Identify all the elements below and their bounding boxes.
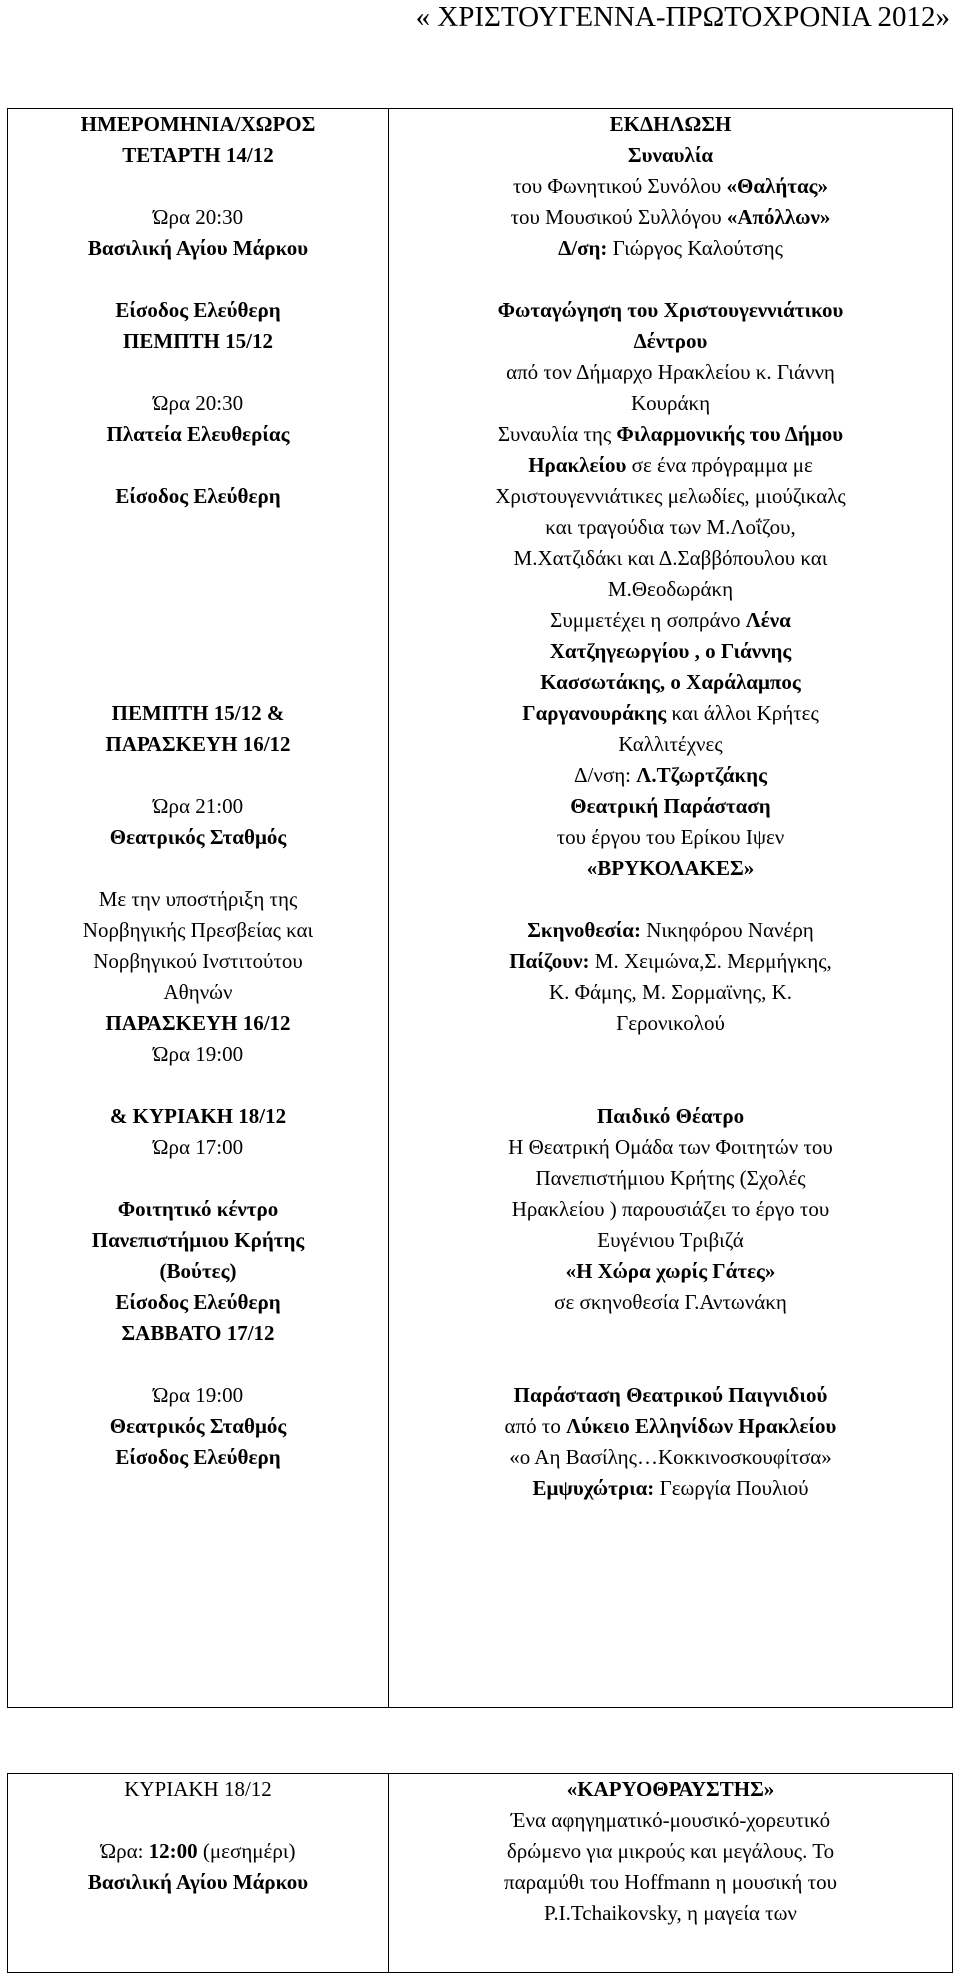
event-text: Κ. Φάμης, Μ. Σορμαϊνης, Κ.: [548, 980, 793, 1004]
event-support: Νορβηγικής Πρεσβείας και: [82, 918, 314, 942]
event-text: Καλλιτέχνες: [618, 732, 723, 756]
event-text: Γερονικολού: [616, 1011, 725, 1035]
event-text: Γαργανουράκης και άλλοι Κρήτες: [522, 701, 819, 725]
event-title: «Η Χώρα χωρίς Γάτες»: [565, 1259, 776, 1283]
event-text: Χριστουγεννιάτικες μελωδίες, μιούζικαλς: [495, 484, 846, 508]
page-title: « ΧΡΙΣΤΟΥΓΕΝΝΑ-ΠΡΩΤΟΧΡΟΝΙΑ 2012»: [415, 1, 950, 33]
event-day: ΠΑΡΑΣΚΕΥΗ 16/12: [105, 1011, 291, 1035]
event-description-cell: [389, 1774, 953, 1973]
event-place: Θεατρικός Σταθμός: [109, 825, 287, 849]
event-time: Ώρα 19:00: [152, 1042, 244, 1066]
event-text: Εμψυχώτρια: Γεωργία Πουλιού: [532, 1476, 809, 1500]
event-title: «ΚΑΡΥΟΘΡΑΥΣΤΗΣ»: [566, 1777, 775, 1801]
event-text: παραμύθι του Hoffmann η μουσική του: [504, 1870, 837, 1894]
event-day: ΠΑΡΑΣΚΕΥΗ 16/12: [105, 732, 291, 756]
event-text: Ευγένιου Τριβιζά: [597, 1228, 744, 1252]
event-entry: Είσοδος Ελεύθερη: [115, 1290, 281, 1314]
event-text: Ηρακλείου ) παρουσιάζει το έργο του: [511, 1197, 830, 1221]
date-place-cell: [8, 109, 389, 1708]
event-text: Η Θεατρική Ομάδα των Φοιτητών του: [508, 1135, 833, 1159]
event-place: Βασιλική Αγίου Μάρκου: [87, 236, 309, 260]
event-text: Ένα αφηγηματικό-μουσικό-χορευτικό: [510, 1808, 831, 1832]
event-support: Νορβηγικού Ινστιτούτου: [93, 949, 303, 973]
event-time: Ώρα 20:30: [152, 391, 244, 415]
event-entry: Είσοδος Ελεύθερη: [115, 484, 281, 508]
event-text: του έργου του Ερίκου Ιψεν: [556, 825, 785, 849]
event-support: Με την υποστήριξη της: [98, 887, 298, 911]
date-place-cell: [8, 1774, 389, 1973]
event-text: Μ.Χατζιδάκι και Δ.Σαββόπουλου και: [513, 546, 828, 570]
event-text: P.I.Tchaikovsky, η μαγεία των: [544, 1901, 797, 1925]
table-row: [8, 1774, 953, 1973]
event-text: από τον Δήμαρχο Ηρακλείου κ. Γιάννη: [506, 360, 835, 384]
event-day: ΤΕΤΑΡΤΗ 14/12: [122, 143, 274, 167]
event-text: του Μουσικού Συλλόγου «Απόλλων»: [510, 205, 831, 229]
event-day: ΣΑΒΒΑΤΟ 17/12: [121, 1321, 275, 1345]
event-text: από το Λύκειο Ελληνίδων Ηρακλείου: [504, 1414, 837, 1438]
event-text: «ο Αη Βασίλης…Κοκκινοσκουφίτσα»: [509, 1445, 832, 1469]
event-time: Ώρα 20:30: [152, 205, 244, 229]
event-place: (Βούτες): [159, 1259, 237, 1283]
event-text: Σκηνοθεσία: Νικηφόρου Νανέρη: [527, 918, 814, 942]
event-text: Χατζηγεωργίου , ο Γιάννης: [549, 639, 792, 663]
table-row: [8, 109, 953, 1708]
event-text: και τραγούδια των Μ.Λοΐζου,: [545, 515, 796, 539]
event-title: Παράσταση Θεατρικού Παιγνιδιού: [513, 1383, 828, 1407]
event-entry: Είσοδος Ελεύθερη: [115, 298, 281, 322]
event-place: Φοιτητικό κέντρο: [117, 1197, 279, 1221]
event-text: δρώμενο για μικρούς και μεγάλους. Το: [506, 1839, 835, 1863]
event-text: σε σκηνοθεσία Γ.Αντωνάκη: [554, 1290, 787, 1314]
event-text: Κασσωτάκης, ο Χαράλαμπος: [540, 670, 801, 694]
schedule-table: [7, 108, 953, 1708]
event-place: Βασιλική Αγίου Μάρκου: [87, 1870, 309, 1894]
event-title: «ΒΡΥΚΟΛΑΚΕΣ»: [586, 856, 755, 880]
event-text: του Φωνητικού Συνόλου «Θαλήτας»: [512, 174, 829, 198]
event-time: Ώρα: 12:00 (μεσημέρι): [100, 1839, 296, 1863]
event-place: Πλατεία Ελευθερίας: [106, 422, 290, 446]
event-text: Συναυλία της Φιλαρμονικής του Δήμου: [497, 422, 844, 446]
event-place: Πανεπιστήμιου Κρήτης: [91, 1228, 305, 1252]
event-day: & ΚΥΡΙΑΚΗ 18/12: [109, 1104, 287, 1128]
event-day: ΠΕΜΠΤΗ 15/12: [123, 329, 273, 353]
event-day: ΚΥΡΙΑΚΗ 18/12: [124, 1777, 272, 1801]
event-title: Δέντρου: [633, 329, 708, 353]
event-support: Αθηνών: [163, 980, 233, 1004]
event-title: Θεατρική Παράσταση: [570, 794, 771, 818]
event-text: Μ.Θεοδωράκη: [607, 577, 734, 601]
event-day: ΠΕΜΠΤΗ 15/12 &: [111, 701, 285, 725]
column-header-event: ΕΚΔΗΛΩΣΗ: [609, 112, 732, 136]
event-text: Κουράκη: [630, 391, 711, 415]
schedule-table-continued: [7, 1773, 953, 1973]
event-text: Δ/νση: Λ.Τζωρτζάκης: [574, 763, 767, 787]
event-entry: Είσοδος Ελεύθερη: [115, 1445, 281, 1469]
event-text: Πανεπιστήμιου Κρήτης (Σχολές: [535, 1166, 806, 1190]
event-description-cell: [389, 109, 953, 1708]
event-time: Ώρα 21:00: [152, 794, 244, 818]
column-header-date: ΗΜΕΡΟΜΗΝΙΑ/ΧΩΡΟΣ: [80, 112, 316, 136]
event-title: Συναυλία: [627, 143, 714, 167]
event-text: Συμμετέχει η σοπράνο Λένα: [550, 608, 791, 632]
event-text: Παίζουν: Μ. Χειμώνα,Σ. Μερμήγκης,: [509, 949, 832, 973]
event-text: Ηρακλείου σε ένα πρόγραμμα με: [528, 453, 813, 477]
event-place: Θεατρικός Σταθμός: [109, 1414, 287, 1438]
event-text: Δ/ση: Γιώργος Καλούτσης: [558, 236, 783, 260]
event-title: Φωταγώγηση του Χριστουγεννιάτικου: [497, 298, 844, 322]
event-time: Ώρα 17:00: [152, 1135, 244, 1159]
event-time: Ώρα 19:00: [152, 1383, 244, 1407]
event-title: Παιδικό Θέατρο: [596, 1104, 745, 1128]
